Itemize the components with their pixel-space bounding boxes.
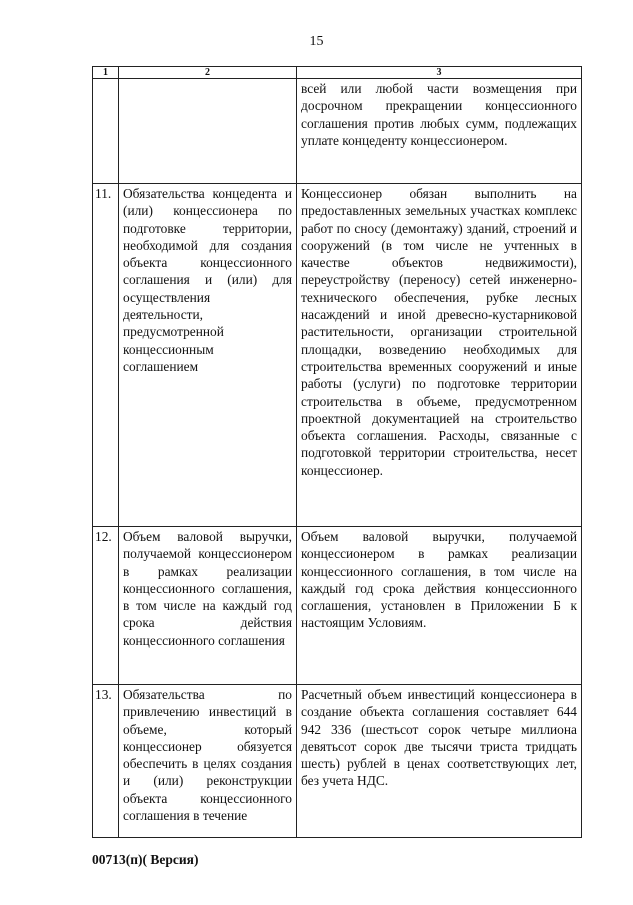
conditions-table	[92, 66, 582, 838]
header-col-3: 3	[297, 67, 582, 79]
row-item	[119, 79, 297, 184]
table-row	[93, 184, 582, 527]
row-item: Обязательства по привлечению инвестиций в объеме, который концессионер обязуется обеспечить в целях создания и (или) реконструкции объекта концессионного соглашения в течение	[119, 685, 297, 838]
row-number: 13.	[93, 685, 119, 838]
row-item: Объем валовой выручки, получаемой концессионером в рамках реализации концессионного соглашения, в том числе на каждый год срока действия концессионного соглашения	[119, 527, 297, 685]
row-text: Концессионер обязан выполнить на предоставленных земельных участках комплекс работ по сносу (демонтажу) зданий, строений и сооружений (в том числе не учтенных в качестве объектов недвижимости), переустройству (переносу) сетей инженерно-технического обеспечения, рубке лесных насаждений и иной древесно-кустарниковой растительности, организации строительной площадки, возведению необходимых для строительства временных сооружений и иные работы (услуги) по подготовке территории строительства в объеме, предусмотренном проектной документацией на строительство объекта соглашения. Расходы, связанные с подготовкой территории строительства, несет концессионер.	[297, 184, 582, 527]
row-text: всей или любой части возмещения при досрочном прекращении концессионного соглашения против любых сумм, подлежащих уплате концеденту концессионером.	[297, 79, 582, 184]
header-col-1: 1	[93, 67, 119, 79]
row-number	[93, 79, 119, 184]
row-number: 11.	[93, 184, 119, 527]
row-number: 12.	[93, 527, 119, 685]
header-col-2: 2	[119, 67, 297, 79]
row-text: Расчетный объем инвестиций концессионера в создание объекта соглашения составляет 644 942 336 (шестьсот сорок четыре миллиона девятьсот сорок две тысячи триста тридцать шесть) рублей в ценах соответствующих лет, без учета НДС.	[297, 685, 582, 838]
document-code: 00713(п)( Версия)	[92, 852, 199, 867]
table-row	[93, 79, 582, 184]
row-item: Обязательства концедента и (или) концессионера по подготовке территории, необходимой для создания объекта концессионного соглашения и (или) для осуществления деятельности, предусмотренной концессионным соглашением	[119, 184, 297, 527]
page-number: 15	[309, 34, 324, 49]
table-header-row	[93, 67, 582, 79]
row-text: Объем валовой выручки, получаемой концессионером в рамках реализации концессионного соглашения, в том числе на каждый год срока действия концессионного соглашения, установлен в Приложении Б к настоящим Условиям.	[297, 527, 582, 685]
table-row	[93, 527, 582, 685]
table-row	[93, 685, 582, 838]
